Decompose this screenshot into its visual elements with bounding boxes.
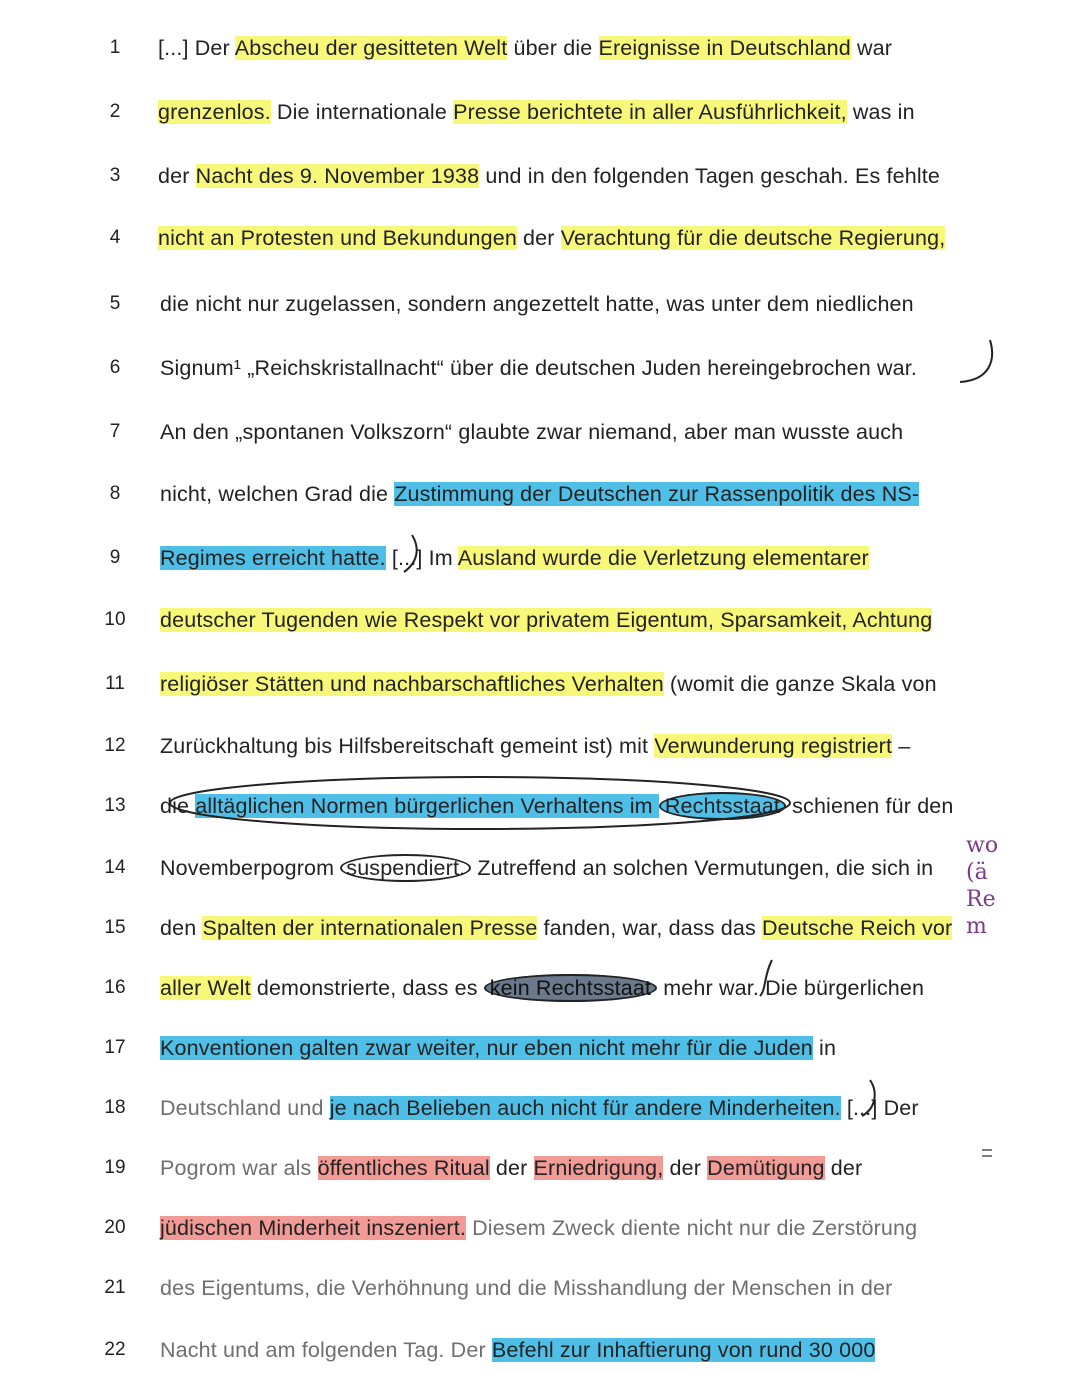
text-segment: der xyxy=(489,1155,534,1180)
line-text xyxy=(160,856,933,881)
line-number: 1 xyxy=(109,37,121,58)
line-text xyxy=(158,164,940,189)
highlighted-segment: Konventionen galten zwar weiter, nur eben nicht mehr für die Juden xyxy=(160,1035,813,1060)
highlighted-segment: Befehl zur Inhaftierung von rund 30 000 xyxy=(491,1337,876,1362)
highlighted-segment: deutscher Tugenden wie Respekt vor privatem Eigentum, Sparsamkeit, Achtung xyxy=(160,607,933,632)
line-number: 20 xyxy=(104,1217,126,1238)
highlighted-segment: öffentliches Ritual xyxy=(317,1155,490,1180)
margin-note-line: Re xyxy=(966,887,996,912)
text-segment: fanden, war, dass das xyxy=(537,915,762,940)
text-line xyxy=(100,28,1000,68)
circled-segment: kein Rechtsstaat xyxy=(484,974,657,1002)
text-segment: Zutreffend an solchen Vermutungen, die sich in xyxy=(471,855,934,880)
text-segment: Zurückhaltung bis Hilfsbereitschaft gemeint ist) mit xyxy=(160,733,655,758)
text-line xyxy=(100,726,1000,766)
text-segment: (womit die ganze Skala von xyxy=(663,671,937,696)
highlighted-segment: Nacht des 9. November 1938 xyxy=(195,163,480,188)
highlighted-segment: Verwunderung registriert xyxy=(654,733,893,758)
highlighted-segment: Abscheu der gesitteten Welt xyxy=(234,35,508,60)
highlighted-segment: aller Welt xyxy=(160,975,251,1000)
highlighted-segment: nicht an Protesten und Bekundungen xyxy=(158,225,517,250)
line-text xyxy=(160,916,952,941)
line-text xyxy=(160,1036,836,1061)
text-segment: Deutschland und xyxy=(160,1095,330,1120)
line-number: 6 xyxy=(109,357,121,378)
text-segment: Die internationale xyxy=(270,99,454,124)
text-line xyxy=(100,1148,1000,1188)
text-line xyxy=(100,284,1000,324)
text-line xyxy=(100,538,1000,578)
text-segment: der xyxy=(158,163,196,188)
line-number: 14 xyxy=(104,857,126,878)
text-segment: Pogrom war als xyxy=(160,1155,318,1180)
line-text xyxy=(160,794,954,819)
highlighted-segment: jüdischen Minderheit inszeniert. xyxy=(160,1215,466,1240)
line-text xyxy=(160,482,919,507)
text-line xyxy=(100,908,1000,948)
margin-note-line: m xyxy=(966,914,987,939)
text-line xyxy=(100,848,1000,888)
highlighted-segment: Verachtung für die deutsche Regierung, xyxy=(560,225,946,250)
text-line xyxy=(100,1028,1000,1068)
text-line xyxy=(100,218,1000,258)
text-segment: der xyxy=(663,1155,708,1180)
text-segment: des Eigentums, die Verhöhnung und die Misshandlung der Menschen in der xyxy=(160,1275,893,1300)
text-segment: demonstrierte, dass es xyxy=(250,975,484,1000)
line-text xyxy=(160,356,917,381)
line-number: 10 xyxy=(104,609,126,630)
line-text xyxy=(160,1216,917,1241)
text-segment: – xyxy=(892,733,911,758)
text-segment: die xyxy=(160,793,196,818)
line-number: 2 xyxy=(109,101,121,122)
line-text xyxy=(160,1338,875,1363)
highlighted-segment: Demütigung xyxy=(707,1155,825,1180)
text-segment: An den „spontanen Volkszorn“ glaubte zwar niemand, aber man wusste auch xyxy=(160,419,904,444)
text-line xyxy=(100,664,1000,704)
text-segment: der xyxy=(824,1155,863,1180)
highlighted-segment: Erniedrigung, xyxy=(533,1155,664,1180)
text-line xyxy=(100,412,1000,452)
text-line xyxy=(100,600,1000,640)
text-line xyxy=(100,1088,1000,1128)
line-text xyxy=(160,1096,919,1121)
text-line xyxy=(100,92,1000,132)
highlighted-segment: religiöser Stätten und nachbarschaftliches Verhalten xyxy=(160,671,664,696)
highlighted-segment: Presse berichtete in aller Ausführlichkeit, xyxy=(453,99,847,124)
text-line xyxy=(100,156,1000,196)
text-line xyxy=(100,1208,1000,1248)
highlighted-segment: Ereignisse in Deutschland xyxy=(598,35,851,60)
line-number: 8 xyxy=(109,483,121,504)
margin-note-line: (ä xyxy=(966,860,988,885)
highlighted-segment: alltäglichen Normen bürgerlichen Verhaltens im xyxy=(195,793,659,818)
text-segment: was in xyxy=(846,99,915,124)
text-line xyxy=(100,348,1000,388)
margin-note-line: wo xyxy=(966,833,999,858)
line-text xyxy=(160,734,910,759)
line-number: 22 xyxy=(104,1339,126,1360)
line-number: 11 xyxy=(105,673,125,694)
line-number: 9 xyxy=(109,547,121,568)
highlighted-segment: Deutsche Reich vor xyxy=(762,915,953,940)
line-number: 12 xyxy=(104,735,126,756)
line-number: 7 xyxy=(109,421,121,442)
text-segment: der xyxy=(516,225,561,250)
line-text xyxy=(160,976,924,1001)
line-number: 15 xyxy=(104,917,126,938)
line-text xyxy=(160,672,937,697)
line-number: 5 xyxy=(109,293,121,314)
line-number: 19 xyxy=(104,1157,126,1178)
highlighted-segment: je nach Belieben auch nicht für andere Minderheiten. xyxy=(329,1095,841,1120)
text-segment: den xyxy=(160,915,203,940)
text-segment: [...] Im xyxy=(385,545,458,570)
text-segment: über die xyxy=(507,35,599,60)
line-number: 3 xyxy=(109,165,121,186)
text-segment: Signum¹ „Reichskristallnacht“ über die deutschen Juden hereingebrochen war. xyxy=(160,355,917,380)
line-text xyxy=(160,608,932,633)
line-text xyxy=(158,226,945,251)
text-segment: die nicht nur zugelassen, sondern angezettelt hatte, was unter dem niedlichen xyxy=(160,291,914,316)
circled-segment: Rechtsstaat xyxy=(659,792,786,820)
text-segment: war xyxy=(850,35,893,60)
text-segment: Nacht und am folgenden Tag. Der xyxy=(160,1337,492,1362)
text-segment: Novemberpogrom xyxy=(160,855,341,880)
line-text xyxy=(160,1156,862,1181)
highlighted-segment: Spalten der internationalen Presse xyxy=(202,915,538,940)
text-line xyxy=(100,786,1000,826)
text-segment: schienen für den xyxy=(786,793,954,818)
text-line xyxy=(100,1330,1000,1370)
line-text xyxy=(160,420,903,445)
line-number: 4 xyxy=(109,227,121,248)
line-text xyxy=(158,36,892,61)
text-segment: nicht, welchen Grad die xyxy=(160,481,395,506)
text-segment: Diesem Zweck diente nicht nur die Zerstörung xyxy=(465,1215,918,1240)
highlighted-segment: grenzenlos. xyxy=(158,99,271,124)
text-segment: in xyxy=(812,1035,837,1060)
highlighted-segment: Regimes erreicht hatte. xyxy=(160,545,386,570)
text-segment: mehr war. Die bürgerlichen xyxy=(657,975,925,1000)
highlighted-segment: Ausland wurde die Verletzung elementarer xyxy=(457,545,869,570)
highlighted-segment: Zustimmung der Deutschen zur Rassenpolitik des NS- xyxy=(394,481,920,506)
text-line xyxy=(100,474,1000,514)
handwritten-margin-note xyxy=(966,832,1026,940)
circled-segment: suspendiert. xyxy=(340,854,471,882)
text-line xyxy=(100,968,1000,1008)
line-text xyxy=(160,546,869,571)
text-segment: [...] Der xyxy=(158,35,235,60)
line-number: 16 xyxy=(104,977,126,998)
text-segment: und in den folgenden Tagen geschah. Es fehlte xyxy=(479,163,940,188)
line-number: 21 xyxy=(104,1277,126,1298)
line-text xyxy=(160,292,914,317)
text-line xyxy=(100,1268,1000,1308)
line-text xyxy=(158,100,915,125)
line-number: 17 xyxy=(104,1037,126,1058)
line-number: 18 xyxy=(104,1097,126,1118)
line-number: 13 xyxy=(104,795,126,816)
line-text xyxy=(160,1276,892,1301)
text-segment: [...] Der xyxy=(840,1095,919,1120)
